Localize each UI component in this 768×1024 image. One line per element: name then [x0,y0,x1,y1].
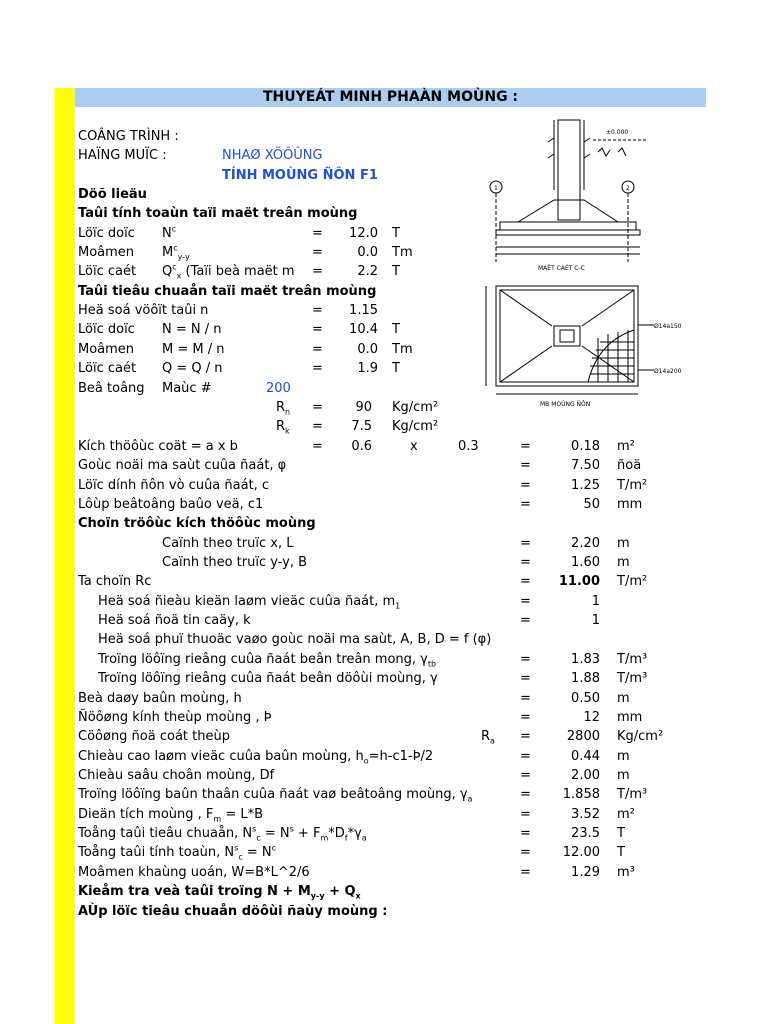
value: 1 [591,613,600,628]
row-lop-bao-ve [0,495,768,514]
eq: = [520,845,531,860]
label: Troïng löôïng rieâng cuûa ñaát beân döôùi moùng, γ [98,671,438,686]
s2: = M [173,342,204,357]
eq: = [520,652,531,667]
row-moamen [0,243,768,262]
value: 12.00 [562,845,600,860]
label: Ta choïn Rc [78,574,152,589]
sub: y-y [310,891,325,901]
mid: + Q [324,884,356,899]
eq: = [312,400,323,415]
row-tong-tai-tt [0,843,768,862]
level-label: ±0.000 [606,129,629,136]
rest: = $N^s + F_m*D_f*\gamma_a$ [260,824,367,843]
unit: T/m² [617,478,648,493]
sup: c [173,243,178,253]
symbol: N = N / n [162,322,222,337]
symbol [162,262,295,281]
eq: = [520,865,531,880]
symbol: Maùc # [162,381,212,396]
eq: = [312,264,323,279]
label: COÂNG TRÌNH : [78,129,179,144]
section-do-lieu [0,185,768,204]
section-chon-kich-thuoc [0,514,768,533]
sub: tb [427,659,437,669]
eq: = [312,226,323,241]
sym: N [162,226,172,241]
sym: M [162,245,174,260]
text: Heä soá ñieàu kieän laøm vieäc cuûa ñaát, m [98,594,396,609]
sub: a [467,794,473,804]
sym: R [276,400,286,415]
sub: c [238,852,243,862]
concrete-grade: 200 [266,381,291,396]
row-fm [0,805,768,824]
row-hang-muc [0,146,768,165]
eq: = [520,749,531,764]
row-luc-cat [0,262,768,281]
unit: Kg/cm² [392,419,439,434]
value: 1 [591,594,600,609]
label: Beâ toâng [78,381,145,396]
rest: =h-c1-Þ/2 [368,749,434,764]
value: 2.2 [357,264,378,279]
unit: T [392,361,400,376]
sub: m [213,814,222,824]
times: x [410,439,418,454]
heading: Taûi tieâu chuaån taïi maët treân moùng [78,284,377,299]
sub: o [363,756,369,766]
value: 7.50 [571,458,600,473]
row-momen-khang-uon [0,863,768,882]
symbol [162,359,223,378]
row-ta-chon-rc [0,572,768,591]
label: Moâmen [78,342,135,357]
sup: s [234,843,239,853]
symbol [162,243,190,262]
sub: 1 [395,601,401,611]
unit: ñoä [617,458,642,473]
unit: m² [617,439,635,454]
row-goc-noi-ma-sat [0,456,768,475]
row-ho [0,747,768,766]
eq: = [520,768,531,783]
eq2: = [520,439,531,454]
value: 90 [355,400,372,415]
row-canh-y [0,553,768,572]
label: Heä soá vöôït taûi n [78,303,209,318]
section-caption: MAËT CAÉT C-C [538,265,585,272]
eq: = [312,303,323,318]
label [78,785,472,804]
eq: = [520,478,531,493]
value: 3.52 [571,807,600,822]
value: 2.00 [571,768,600,783]
sub: c [256,833,261,843]
row-tinh-mong [0,166,768,185]
unit: m² [617,807,635,822]
value: 11.00 [558,574,600,589]
axis-1-label: 1 [494,185,498,192]
row-canh-x [0,534,768,553]
label [78,805,263,824]
value: 2.20 [571,536,600,551]
value: 0.0 [357,342,378,357]
unit: T [392,226,400,241]
eq: = [520,787,531,802]
text: Dieän tích moùng , F [78,807,214,822]
label: Caïnh theo truïc x, L [162,536,294,551]
unit: T/m³ [617,787,648,802]
label: Lôùp beâtoâng baûo veä, c1 [78,497,264,512]
label [78,747,433,766]
sym: Q [162,264,173,279]
value: 1.858 [562,787,600,802]
eq: = [520,497,531,512]
value: 12.0 [349,226,378,241]
row-k [0,611,768,630]
rebar-label-2: Ø14a200 [654,368,682,375]
label: Moâmen [78,245,135,260]
heading: Taûi tính toaùn taïi maët treân moùng [78,206,358,221]
label: Heä soá ñoä tin caäy, k [98,613,251,628]
value: 50 [583,497,600,512]
row-m1 [0,592,768,611]
unit: T [617,826,625,841]
value: 0.0 [357,245,378,260]
eq: = [312,322,323,337]
unit: Tm [392,245,413,260]
label: Beà daøy baûn moùng, h [78,691,242,706]
text: Chieàu cao laøm vieäc cuûa baûn moùng, h [78,749,364,764]
plan-caption: MB MOÙNG ÑÔN [540,401,591,408]
unit: m [617,768,630,783]
row-duong-kinh-thep [0,708,768,727]
sym: R [481,729,491,744]
value: 12 [583,710,600,725]
eq: = [312,342,323,357]
sub: a [490,736,495,746]
row-gamma-tb [0,650,768,669]
row-be-day [0,689,768,708]
label: Kích thöôùc coät = a x b [78,439,238,454]
heading: Döõ lieäu [78,187,147,202]
section-tai-tinh-toan [0,204,768,223]
axis-2-label: 2 [626,185,630,192]
eq: = [312,361,323,376]
label [98,592,400,611]
sub: n [285,407,291,417]
label: Löïc caét [78,361,137,376]
s3: / n [201,361,223,376]
value: 23.5 [571,826,600,841]
unit: mm [617,497,643,512]
label: HAÏNG MUÏC : [78,148,167,163]
label: Ñöôøng kính theùp moùng , Þ [78,710,272,725]
label [78,843,276,862]
eq: = [520,671,531,686]
symbol [276,417,290,436]
sup: c [172,262,177,272]
row-cuong-do-thep [0,727,768,746]
unit: m [617,691,630,706]
value: 10.4 [349,322,378,337]
value: 0.44 [571,749,600,764]
text: Kieåm tra veà taûi troïng N + M [78,884,311,899]
label [98,650,436,669]
value: 2800 [566,729,600,744]
sub: x [176,271,182,281]
eq: = [312,245,323,260]
value: 0.50 [571,691,600,706]
symbol [276,398,290,417]
row-cong-trinh [0,127,768,146]
eq: = [520,458,531,473]
value: 1.29 [571,865,600,880]
value-b: 0.3 [458,439,479,454]
page-title: THUYEÁT MINH PHAÀN MOÙNG : [75,88,706,107]
value: 1.25 [571,478,600,493]
symbol [162,224,176,243]
value: 1.88 [571,671,600,686]
eq: = [312,439,323,454]
row-df [0,766,768,785]
s3: / n [203,342,225,357]
value: 7.5 [351,419,372,434]
s1: Q [162,361,173,376]
eq: = [520,710,531,725]
rest: = $N^c$ [242,843,277,860]
eq: = [520,691,531,706]
value: NHAØ XÖÔÛNG [222,148,323,163]
text: Troïng löôïng baûn thaân cuûa ñaát vaø beâtoâng moùng, γ [78,787,468,802]
heading: Choïn tröôùc kích thöôùc moùng [78,516,316,531]
eq: = [520,594,531,609]
unit: T/m³ [617,671,648,686]
label: Heä soá phuï thuoäc vaøo goùc noäi ma saùt, A, B, D = f (φ) [98,632,492,647]
sub: k [285,426,290,436]
label: Goùc noäi ma saùt cuûa ñaát, φ [78,458,287,473]
sup: c [171,224,177,234]
unit: m [617,555,630,570]
rest: = L*B [221,807,264,822]
eq: = [520,826,531,841]
section-ap-luc [0,902,768,921]
subtitle: TÍNH MOÙNG ÑÔN F1 [222,168,378,183]
eq: = [520,574,531,589]
label: Caïnh theo truïc y-y, B [162,555,308,570]
value: 1.60 [571,555,600,570]
unit: Tm [392,342,413,357]
unit: T/m² [617,574,648,589]
value: 1.83 [571,652,600,667]
label: Moâmen khaùng uoán, W=B*L^2/6 [78,865,310,880]
s1: M [162,342,174,357]
row-gamma-a [0,785,768,804]
eq: = [520,729,531,744]
label: Cöôøng ñoä coát theùp [78,729,230,744]
rest: (Taïi beà maët m [181,264,295,279]
section-kiem-tra [0,882,768,901]
eq: = [520,807,531,822]
sub: y-y [177,252,190,262]
value: 0.18 [571,439,600,454]
row-luc-doc [0,224,768,243]
label: Löïc doïc [78,322,135,337]
heading [78,882,361,901]
unit: m [617,749,630,764]
symbol [481,727,495,746]
text: Toång taûi tieâu chuaån, N [78,826,253,841]
unit: m [617,536,630,551]
unit: T [392,264,400,279]
eq: = [520,555,531,570]
sub2: x [355,891,361,901]
label: Löïc doïc [78,226,135,241]
text: Toång taûi tính toaùn, N [78,845,235,860]
value: 1.9 [357,361,378,376]
foundation-section-drawing [478,112,648,277]
unit: T [617,845,625,860]
unit: Kg/cm² [392,400,439,415]
eq: = [520,536,531,551]
unit: m³ [617,865,635,880]
symbol [162,340,224,359]
heading: AÙp löïc tieâu chuaån döôùi ñaùy moùng : [78,904,388,919]
value: 1.15 [349,303,378,318]
value-a: 0.6 [351,439,372,454]
unit: T/m³ [617,652,648,667]
rebar-label-1: Ø14a150 [654,323,682,330]
unit: T [392,322,400,337]
label [78,824,367,843]
label: Löïc caét [78,264,137,279]
row-kich-thuoc-cot [0,437,768,456]
eq: = [520,613,531,628]
unit: mm [617,710,643,725]
row-gamma [0,669,768,688]
row-luc-dinh [0,476,768,495]
s2: = Q [172,361,202,376]
unit: Kg/cm² [617,729,664,744]
row-tong-tai-tc [0,824,768,843]
sym: R [276,419,286,434]
row-abd [0,630,768,649]
label: Chieàu saâu choân moùng, Df [78,768,275,783]
foundation-plan-drawing [478,280,682,420]
label: Löïc dính ñôn vò cuûa ñaát, c [78,478,270,493]
sup: s [252,824,257,834]
text: Troïng löôïng rieâng cuûa ñaát beân treân mong, γ [98,652,428,667]
eq: = [312,419,323,434]
